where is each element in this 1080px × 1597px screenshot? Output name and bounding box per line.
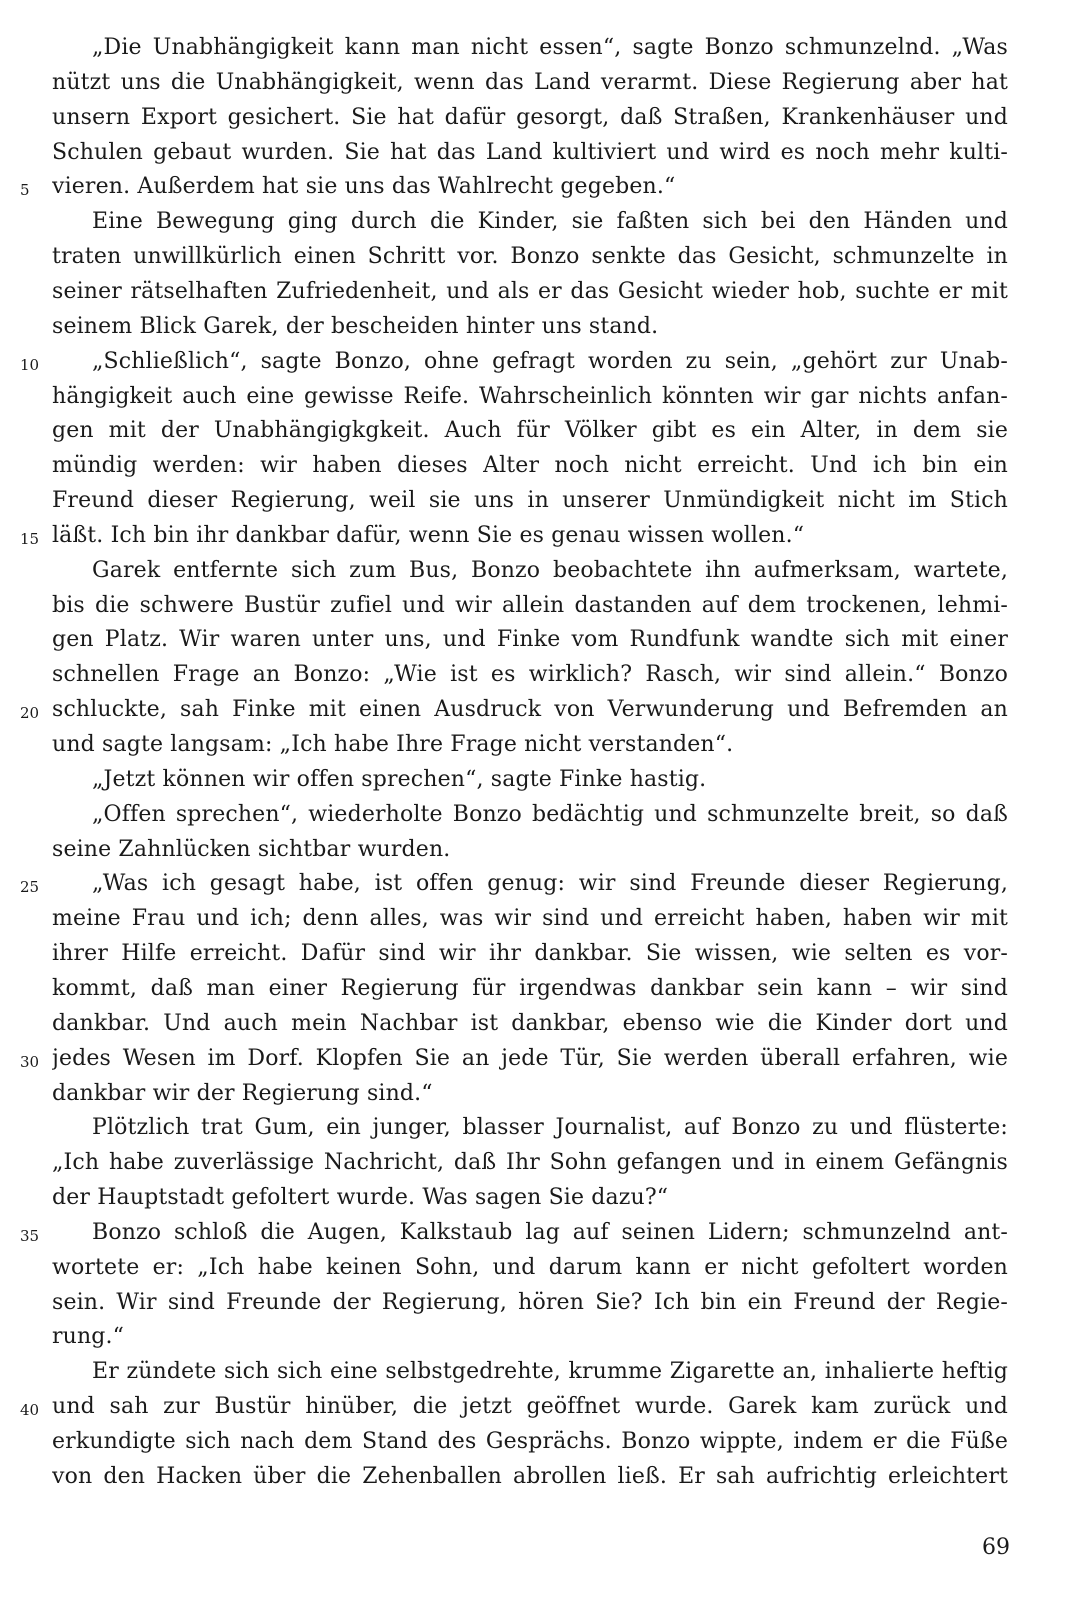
line-number: 10 <box>20 355 40 374</box>
text-line: „Was ich gesagt habe, ist offen genug: wir sind Freunde dieser Regierung, <box>92 871 1008 897</box>
text-line: gen Platz. Wir waren unter uns, und Finke vom Rundfunk wandte sich mit einer <box>52 627 1008 653</box>
text-line: seiner rätselhaften Zufriedenheit, und als er das Gesicht wieder hob, suchte er mit <box>52 278 1008 304</box>
text-line: seine Zahnlücken sichtbar wurden. <box>52 836 451 862</box>
text-line: „Offen sprechen“, wiederholte Bonzo bedächtig und schmunzelte breit, so daß <box>92 801 1008 827</box>
text-line: Bonzo schloß die Augen, Kalkstaub lag auf seinen Lidern; schmunzelnd ant- <box>92 1219 1008 1245</box>
text-line: läßt. Ich bin ihr dankbar dafür, wenn Sie es genau wissen wollen.“ <box>52 522 805 548</box>
text-line: Eine Bewegung ging durch die Kinder, sie faßten sich bei den Händen und <box>92 209 1008 235</box>
line-number: 40 <box>20 1401 40 1420</box>
text-line: und sah zur Bustür hinüber, die jetzt geöffnet wurde. Garek kam zurück und <box>52 1394 1008 1420</box>
line-number: 25 <box>20 878 40 897</box>
text-line: meine Frau und ich; denn alles, was wir sind und erreicht haben, haben wir mit <box>52 906 1008 932</box>
text-line: wortete er: „Ich habe keinen Sohn, und darum kann er nicht gefoltert worden <box>52 1254 1008 1280</box>
text-line: gen mit der Unabhängigkgkeit. Auch für Völker gibt es ein Alter, in dem sie <box>52 418 1008 444</box>
text-line: mündig werden: wir haben dieses Alter noch nicht erreicht. Und ich bin ein <box>52 453 1008 479</box>
text-line: seinem Blick Garek, der bescheiden hinter uns stand. <box>52 313 659 339</box>
text-line: vieren. Außerdem hat sie uns das Wahlrecht gegeben.“ <box>52 174 676 200</box>
text-line: kommt, daß man einer Regierung für irgendwas dankbar sein kann – wir sind <box>52 975 1008 1001</box>
text-line: hängigkeit auch eine gewisse Reife. Wahrscheinlich könnten wir gar nichts anfan- <box>52 383 1008 409</box>
text-line: nützt uns die Unabhängigkeit, wenn das Land verarmt. Diese Regierung aber hat <box>52 69 1008 95</box>
text-line: „Jetzt können wir offen sprechen“, sagte Finke hastig. <box>92 766 707 792</box>
line-number: 35 <box>20 1226 40 1245</box>
text-line: jedes Wesen im Dorf. Klopfen Sie an jede Tür, Sie werden überall erfahren, wie <box>52 1045 1008 1071</box>
text-line: schnellen Frage an Bonzo: „Wie ist es wirklich? Rasch, wir sind allein.“ Bonzo <box>52 662 1008 688</box>
text-line: „Die Unabhängigkeit kann man nicht essen“, sagte Bonzo schmunzelnd. „Was <box>92 35 1008 60</box>
text-line: rung.“ <box>52 1324 125 1350</box>
text-line: sein. Wir sind Freunde der Regierung, hören Sie? Ich bin ein Freund der Regie- <box>52 1289 1008 1315</box>
text-line: „Ich habe zuverlässige Nachricht, daß Ihr Sohn gefangen und in einem Gefängnis <box>52 1150 1008 1176</box>
text-line: und sagte langsam: „Ich habe Ihre Frage nicht verstanden“. <box>52 732 734 757</box>
page-number: 69 <box>982 1535 1010 1560</box>
text-line: unsern Export gesichert. Sie hat dafür gesorgt, daß Straßen, Krankenhäuser und <box>52 104 1008 130</box>
text-line: Garek entfernte sich zum Bus, Bonzo beobachtete ihn aufmerksam, wartete, <box>92 557 1008 583</box>
text-line: Freund dieser Regierung, weil sie uns in unserer Unmündigkeit nicht im Stich <box>52 488 1008 514</box>
text-line: Plötzlich trat Gum, ein junger, blasser Journalist, auf Bonzo zu und flüsterte: <box>92 1115 1008 1141</box>
text-line: dankbar wir der Regierung sind.“ <box>52 1080 433 1106</box>
text-line: dankbar. Und auch mein Nachbar ist dankbar, ebenso wie die Kinder dort und <box>52 1010 1008 1036</box>
text-line: „Schließlich“, sagte Bonzo, ohne gefragt worden zu sein, „gehört zur Unab- <box>92 348 1008 374</box>
line-number: 20 <box>20 704 40 723</box>
text-line: schluckte, sah Finke mit einen Ausdruck von Verwunderung und Befremden an <box>52 697 1008 723</box>
text-line: der Hauptstadt gefoltert wurde. Was sagen Sie dazu?“ <box>52 1185 669 1211</box>
text-line: Schulen gebaut wurden. Sie hat das Land kultiviert und wird es noch mehr kulti- <box>52 139 1008 165</box>
text-line: Er zündete sich sich eine selbstgedrehte, krumme Zigarette an, inhalierte heftig <box>92 1359 1008 1385</box>
line-number: 30 <box>20 1052 40 1071</box>
text-line: traten unwillkürlich einen Schritt vor. Bonzo senkte das Gesicht, schmunzelte in <box>52 244 1008 270</box>
text-line: ihrer Hilfe erreicht. Dafür sind wir ihr dankbar. Sie wissen, wie selten es vor- <box>52 941 1008 967</box>
text-line: erkundigte sich nach dem Stand des Gesprächs. Bonzo wippte, indem er die Füße <box>52 1429 1008 1454</box>
text-line: von den Hacken über die Zehenballen abrollen ließ. Er sah aufrichtig erleichtert <box>52 1463 1008 1489</box>
line-number: 15 <box>20 529 40 548</box>
text-line: bis die schwere Bustür zufiel und wir allein dastanden auf dem trockenen, lehmi- <box>52 592 1008 618</box>
line-number: 5 <box>20 181 30 200</box>
